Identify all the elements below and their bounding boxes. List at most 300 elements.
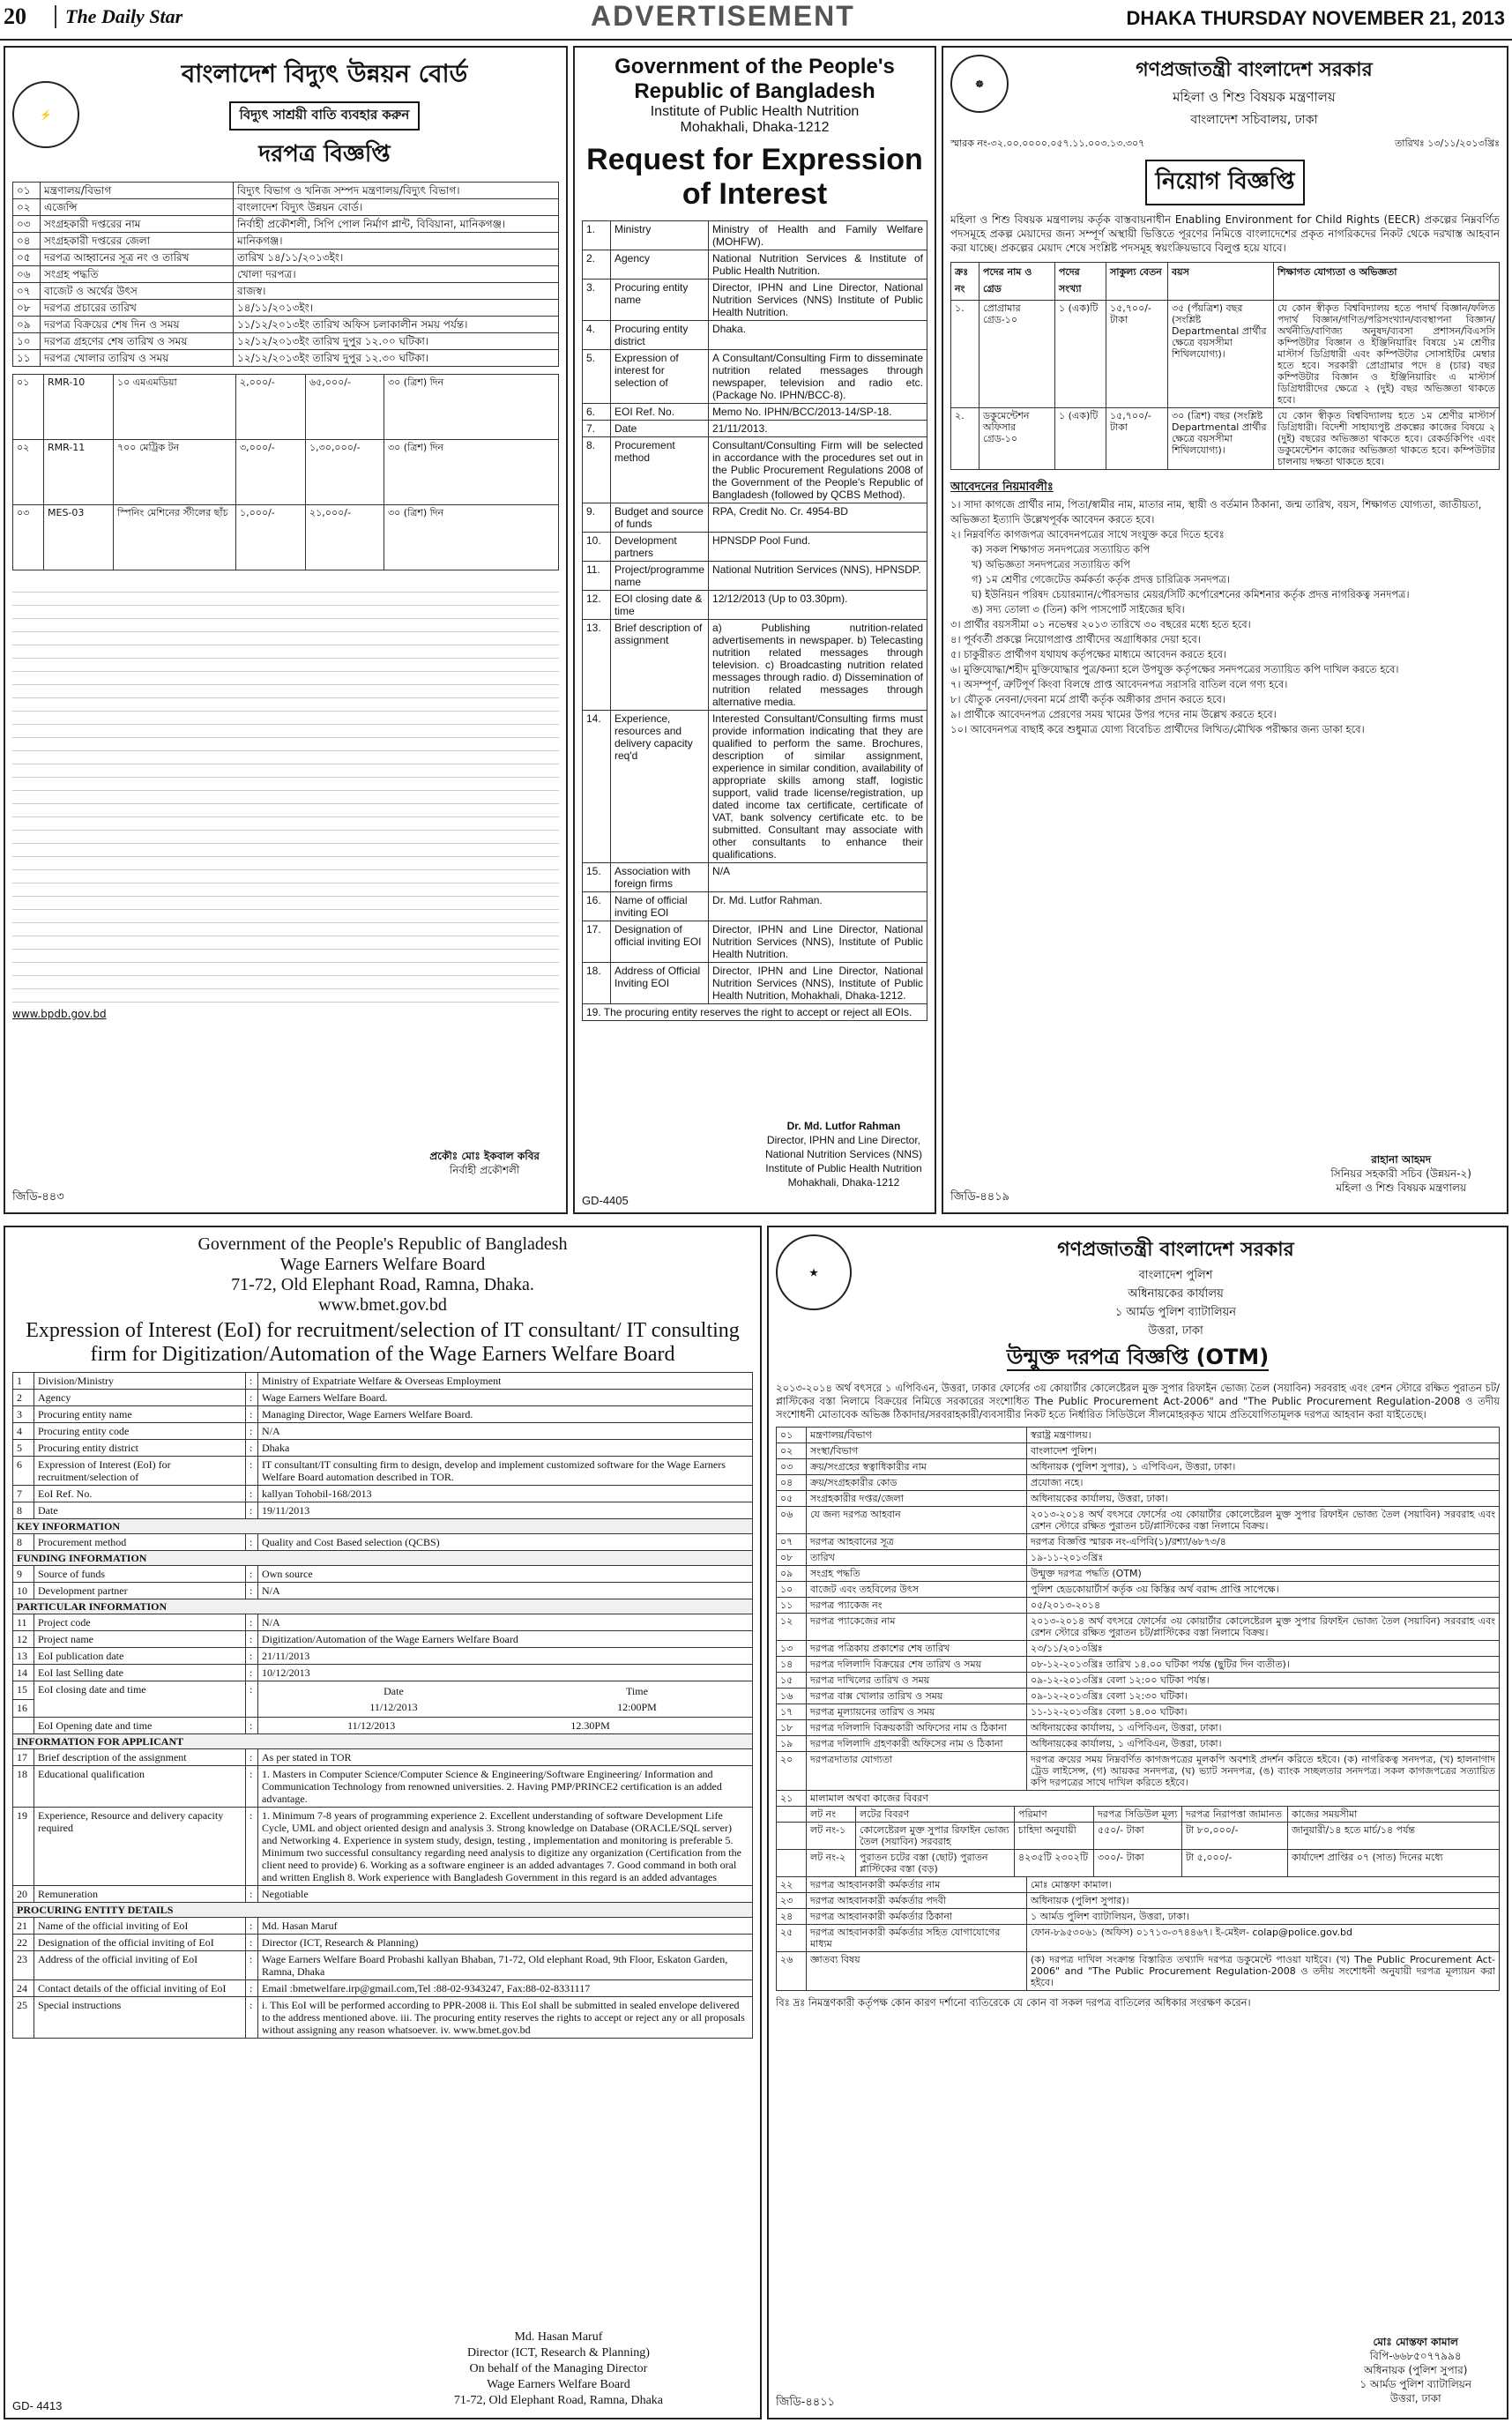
row-number: ০২ (777, 1443, 807, 1459)
row-value: Consultant/Consulting Firm will be selected in accordance with the procedures set out in the Public Procurement Regulations 2008 of the Government of the People's Republic of Bangladesh (followed by QCBS Method). (709, 437, 927, 503)
table-row: 19 Experience, Resource and delivery capacity required : 1. Minimum 7-8 years of programming experience 2. Excellent understanding of software Development Life Cycle, UML and object oriented design and analysis 3. Strong knowledge on Database (ORACLE/SQL server) and Networking 4. Experience in system study, design, testing , implementation and monitoring is preferable 5. Minimum two successful consultancy regarding need analysis to digitize any organization (Certification from the client need to provide) 6. Working as a software engineer is an added advantages 7. Good command in both oral and written English 8. Work experience with Bangladesh Government in this regard is an added advantages (13, 1808, 753, 1886)
table-row (13, 183, 559, 199)
row-number: 21 (13, 1918, 34, 1935)
table-row (777, 1689, 1500, 1704)
ad4-sign3: Wage Earners Welfare Board (487, 2378, 630, 2391)
row-value: Director, IPHN and Line Director, National Nutrition Services (NNS), Institute of Public Health Nutrition. (709, 921, 927, 963)
table-row (583, 280, 927, 321)
row-item: Agency (611, 250, 709, 280)
row-number: 16. (583, 892, 611, 921)
column-header: শিক্ষাগত যোগ্যতা ও অভিজ্ঞতা (1274, 263, 1500, 301)
column-header: সাকুল্য বেতন (1106, 263, 1168, 301)
row-value: Director, IPHN and Line Director, National Nutrition Services (NNS), Institute of Public Health Nutrition, Mohakhali, Dhaka-1212. (709, 963, 927, 1004)
ad3-date: তারিখঃ ১৩/১১/২০১৩খ্রিঃ (1395, 138, 1500, 149)
row-value: রাজস্ব। (234, 283, 559, 300)
rule-item: ৩। প্রার্থীর বয়সসীমা ০১ নভেম্বর ২০১৩ তারিখে ৩০ বছরের মধ্যে হতে হবে। (950, 618, 1251, 630)
closing-date: 11/12/2013 (369, 1701, 418, 1713)
date-header: Date (384, 1685, 404, 1697)
row-number: 8. (583, 437, 611, 503)
row-item: সংগ্রহ পদ্ধতি (41, 266, 234, 283)
ad4-headline: Expression of Interest (EoI) for recruitment/selection of IT consultant/ IT consulting firm for Digitization/Automation of the Wage Earners Welfare Board (26, 1319, 740, 1366)
table-row (583, 250, 927, 280)
lot-number: ০৩ (13, 505, 44, 570)
row-value: Negotiable (258, 1886, 753, 1903)
row-item: দরপত্র খোলার তারিখ ও সময় (41, 350, 234, 367)
lot-security: ৬৫,০০০/- (306, 375, 384, 440)
page-number: 20 (4, 4, 26, 29)
ad3-signer: রাহানা আহমদ (1371, 1153, 1432, 1166)
ad2-headline1: Request for Expression (586, 143, 923, 176)
row-value: প্রযোজ্য নহে। (1027, 1475, 1500, 1491)
table-row (13, 266, 559, 283)
row-item: Name of official inviting EOI (611, 892, 709, 921)
row-item: EoI closing date and time (34, 1681, 246, 1718)
row-item: দরপত্র প্যাকেজ নং (807, 1598, 1027, 1614)
row-value: HPNSDP Pool Fund. (709, 533, 927, 562)
row-item: মন্ত্রণালয়/বিভাগ (41, 183, 234, 199)
table-row: 12 Project name : Digitization/Automation of the Wage Earners Welfare Board (13, 1631, 753, 1648)
ad3-posts-table (950, 262, 1500, 470)
row-number: 14. (583, 711, 611, 863)
row-value: ১৪/১১/২০১৩ইং। (234, 300, 559, 317)
post-row (951, 408, 1500, 470)
row-item: Development partners (611, 533, 709, 562)
lot-time: ৩০ (ত্রিশ) দিন (384, 375, 559, 440)
ad1-website[interactable]: www.bpdb.gov.bd (12, 1008, 107, 1020)
ad4-signature-block (454, 2330, 663, 2409)
row-number: ০৮ (777, 1550, 807, 1566)
lot-code: RMR-10 (44, 375, 114, 440)
ad5-sign4: উত্তরা, ঢাকা (1389, 2392, 1441, 2404)
table-row (13, 350, 559, 367)
ad5-sign1: বিপি-৬৬৮৫০৭৭৯৯৪ (1369, 2350, 1462, 2362)
row-item: Expression of Interest (EoI) for recruitment/selection of (34, 1457, 246, 1486)
row-number: ০৩ (13, 216, 41, 233)
post-age: ৩০ (ত্রিশ) বছর (সংশ্লিষ্ট Departmental প্রার্থীর ক্ষেত্রে বয়সসীমা শিথিলযোগ্য)। (1168, 408, 1274, 470)
row-value: অধিনায়কের কার্যালয়, ১ এপিবিএন, উত্তরা, ঢাকা। (1027, 1720, 1500, 1736)
row-value: IT consultant/IT consulting firm to design, develop and implement customized software for the Wage Earners Welfare Board automation described in TOR. (258, 1457, 753, 1486)
row-item: দরপত্র আহবানকারী কর্মকর্তার পদবী (807, 1893, 1027, 1909)
lot-qty: ৪২৩৫টি ২৩০২টি (1015, 1850, 1094, 1877)
rule-item: ২। নিম্নবর্ণিত কাগজপত্র আবেদনপত্রের সাথে সংযুক্ত করে দিতে হবেঃ (950, 528, 1225, 541)
table-row: 1 Division/Ministry : Ministry of Expatriate Welfare & Overseas Employment (13, 1373, 753, 1390)
row-number: 20 (13, 1886, 34, 1903)
ad5-sign3: ১ আর্মড পুলিশ ব্যাটালিয়ন (1359, 2378, 1471, 2390)
section-header: PARTICULAR INFORMATION (13, 1599, 753, 1614)
ad3-notice-title: নিয়োগ বিজ্ঞপ্তি (1145, 160, 1306, 205)
paper-name: The Daily Star (55, 5, 182, 28)
row-number: ১৪ (777, 1657, 807, 1673)
table-row (777, 1459, 1500, 1475)
row-value: ০৫/২০১৩-২০১৪ (1027, 1598, 1500, 1614)
table-row (583, 350, 927, 404)
bpdb-logo-icon: ⚡ (12, 81, 79, 148)
row-number: ০৪ (13, 233, 41, 250)
row-number: 3 (13, 1406, 34, 1423)
row-value: N/A (258, 1614, 753, 1631)
ad2-sign2: National Nutrition Services (NNS) (764, 1148, 922, 1160)
row-item: দরপত্র আহবানকারী কর্মকর্তার নাম (807, 1877, 1027, 1893)
row-value: Ministry of Health and Family Welfare (MOHFW). (709, 221, 927, 250)
row-number: 15. (583, 863, 611, 892)
row-value: 21/11/2013 (258, 1648, 753, 1665)
opening-time: 12.30PM (570, 1719, 610, 1732)
table-row (777, 1566, 1500, 1582)
row-number: 11 (13, 1614, 34, 1631)
table-row (777, 1507, 1500, 1534)
ad2-headline2: of Interest (682, 177, 828, 211)
row-item: তারিখ (807, 1550, 1027, 1566)
row-number: ১০ (13, 333, 41, 350)
lot-row (13, 375, 559, 440)
row-value: বিদ্যুৎ বিভাগ ও খনিজ সম্পদ মন্ত্রণালয়/বিদ্যুৎ বিভাগ। (234, 183, 559, 199)
table-row (777, 1598, 1500, 1614)
table-row: 9 Source of funds : Own source (13, 1566, 753, 1583)
row-item: Date (34, 1502, 246, 1519)
ad3-rules-title: আবেদনের নিয়মাবলীঃ (950, 481, 1054, 494)
row-number: 10 (13, 1583, 34, 1599)
row-item: সংস্থা/বিভাগ (807, 1443, 1027, 1459)
row-number: ০৭ (777, 1534, 807, 1550)
ad2-title1: Government of the People's (614, 55, 895, 78)
table-row: 17 Brief description of the assignment : As per stated in TOR (13, 1749, 753, 1766)
rule-item: ৮। যৌতুক নেবনা/দেবনা মর্মে প্রার্থী কর্তৃক অঙ্গীকার প্রদান করতে হবে। (950, 693, 1226, 705)
row-number: 10. (583, 533, 611, 562)
row-number: ২৫ (777, 1925, 807, 1952)
row-item: দরপত্র বাক্স খোলার তারিখ ও সময় (807, 1689, 1027, 1704)
row-item: জ্ঞাতব্য বিষয় (807, 1952, 1027, 1991)
row-item: Agency (34, 1390, 246, 1406)
ad3-ministry: মহিলা ও শিশু বিষয়ক মন্ত্রণালয় (1173, 89, 1336, 105)
post-qualification: যে কোন স্বীকৃত বিশ্ববিদ্যালয় হতে পদার্থ বিজ্ঞান/ফলিত পদার্থ বিজ্ঞান/গণিত/পরিসংখ্যান/ব্যবস্থাপনা বিজ্ঞান/অর্থনীতি/বাণিজ্য অনুষদ/ব্যবসা প্রশাসন/বিএসসি কম্পিউটার বিজ্ঞান ও ইঞ্জিনিয়ারিং বিষয়ে ১ম শ্রেণীর মাস্টার্স ডিগ্রিধারী এবং কম্পিউটার সোসাইটির মেম্বার হতে হবে। সরকারী প্রোগ্রামার পদে ৪ (চার) বছর কম্পিউটার বিজ্ঞান ও ইঞ্জিনিয়ারিং এ মাস্টার্স ডিগ্রিধারীদের ক্ষেত্রে ২ (দুই) বছর অভিজ্ঞতা থাকতে হবে। (1274, 301, 1500, 408)
ad-bpdb-tender (4, 46, 568, 1214)
row-value: RPA, Credit No. Cr. 4954-BD (709, 503, 927, 533)
ad-police-otm (767, 1226, 1508, 2419)
lot-number: ০১ (13, 375, 44, 440)
lot-desc: ৭০০ মেট্রিক টন (114, 440, 236, 505)
ad5-info-table (776, 1427, 1500, 1791)
row-item: সংগ্রহকারীর দপ্তর/জেলা (807, 1491, 1027, 1507)
row-number: ২৩ (777, 1893, 807, 1909)
row-item: Educational qualification (34, 1766, 246, 1808)
lot-column-header: পরিমাণ (1015, 1807, 1094, 1823)
row-item: Expression of interest for selection of (611, 350, 709, 404)
row-value: অধিনায়কের কার্যালয়, ১ এপিবিএন, উত্তরা, ঢাকা। (1027, 1736, 1500, 1752)
ad5-footer: বিঃ দ্রঃ নিমন্ত্রণকারী কর্তৃপক্ষ কোন কারণ দর্শানো ব্যতিরেকে যে কোন বা সকল দরপত্র বাতিলের অধিকার সংরক্ষণ করেন। (776, 1996, 1251, 2009)
lot-price: ২,০০০/- (236, 375, 306, 440)
row-value: দরপত্র বিজ্ঞপ্তি স্মারক নং-এপিবি(১)/রশ্যা/৬৮৭৩/৪ (1027, 1534, 1500, 1550)
ad1-info-table (12, 182, 559, 367)
row-item: বাজেট ও অর্থের উৎস (41, 283, 234, 300)
row-number: 25 (13, 1997, 34, 2039)
lot-number: ০২ (13, 440, 44, 505)
table-row (13, 333, 559, 350)
lot-code: MES-03 (44, 505, 114, 570)
row-value: (ক) দরপত্র দাখিল সংক্রান্ত বিস্তারিত তথ্যাদি দরপত্র ডকুমেন্টে পাওয়া যাইবে। (খ) The Public Procurement Act-2006" and "The Public Procurement Regulation-2008 ও তদীয় সংশোধনী অনুযায়ী দরপত্র মূল্যায়ন করা হইবে। (1027, 1952, 1500, 1991)
rule-item: গ) ১ম শ্রেণীর গেজেটেড কর্মকর্তা কর্তৃক প্রদত্ত চারিত্রিক সনদপত্র। (972, 573, 1230, 585)
table-row (583, 963, 927, 1004)
ad2-signature-block (765, 1119, 922, 1189)
table-row (583, 711, 927, 863)
ad1-lot-table (12, 374, 559, 570)
row-number: 13 (13, 1648, 34, 1665)
section-label: ADVERTISEMENT (591, 0, 855, 32)
section-header: PROCURING ENTITY DETAILS (13, 1903, 753, 1918)
row-item: EOI Ref. No. (611, 404, 709, 421)
ad2-org: Institute of Public Health Nutrition (650, 104, 860, 119)
row-number: ১৮ (777, 1720, 807, 1736)
row-number: ০১ (13, 183, 41, 199)
table-row (583, 404, 927, 421)
row-value: Wage Earners Welfare Board Probashi kallyan Bhaban, 71-72, Old elephant Road, 9th Floor, Eskaton Garden, Ramna, Dhaka (258, 1951, 753, 1980)
lot-time: জানুয়ারী/১৪ হতে মার্চ/১৪ পর্যন্ত (1288, 1823, 1500, 1850)
ad5-notice-title: উন্মুক্ত দরপত্র বিজ্ঞপ্তি (OTM) (1006, 1345, 1270, 1369)
ad5-signer: মোঃ মোস্তফা কামাল (1373, 2336, 1458, 2348)
table-row (777, 1893, 1500, 1909)
lot-time: কার্যাদেশ প্রাপ্তির ০৭ (সাত) দিনের মধ্যে (1288, 1850, 1500, 1877)
row-item: Brief description of assignment (611, 620, 709, 711)
ad4-title1: Government of the People's Republic of Bangladesh (197, 1234, 568, 1254)
ad4-info-table: 1 Division/Ministry : Ministry of Expatriate Welfare & Overseas Employment 2 Agency : Wage Earners Welfare Board. 3 Procuring entity name : Managing Director, Wage Earners Welfare Board. 4 Procuring entity code : N/A 5 Procuring entity district : Dhaka 6 Expression of Interest (EoI) for recruitment/selection of : IT consultant/IT consulting firm to design, develop and implement customized software for the Wage Earners Welfare Board automation described in TOR. 7 EoI Ref. No. : kallyan Tohobil-168/2013 8 Date : 19/11/2013 KEY INFORMATION 8 Procurement method : Quality and Cost Based selection (QCBS) FUNDING INFORMATION 9 Source of funds : Own source 10 Development partner : N/A PARTICULAR INFORMATION 11 Project code : N/A 12 Project name : Digitization/Automation of the Wage Earners Welfare Board 13 EoI publication date : 21/11/2013 14 EoI last Selling date : 10/12/2013 15 EoI closing date and time : Date Time 11/12/2013 12:00PM 16 EoI Opening date and time : 11/12/2013 12.30PM INFORMATION FOR APPLICANT 17 Brief description of the assignment : As per stated in TOR 18 Educational qualification : 1. Masters in Computer Science/Computer Science & Engineering/Software Engineering/ Information and Communication Technology from renowned universities. 2. Having PMP/PRINCE2 certification is an added advantage. 19 Experience, Resource and delivery capacity required : 1. Minimum 7-8 years of programming experience 2. Excellent understanding of software Development Life Cycle, UML and object oriented design and analysis 3. Strong knowledge on Database (ORACLE/SQL server) and Networking 4. Experience in system study, design, testing , implementation and monitoring is preferable 5. Minimum two successful consultancy regarding need analysis to digitize any organization (Certification from the client need to provide) 6. Working as a software engineer is an added advantages 7. Good command in both oral and written English 8. Work experience with Bangladesh Government in this regard is an added advantages 20 Remuneration : Negotiable PROCURING ENTITY DETAILS 21 Name of the official inviting of EoI : Md. Hasan Maruf 22 Designation of the official inviting of EoI : Director (ICT, Research & Planning) 23 Address of the official inviting of EoI : Wage Earners Welfare Board Probashi kallyan Bhaban, 71-72, Old elephant Road, 9th Floor, Eskaton Garden, Ramna, Dhaka 24 Contact details of the official inviting of EoI : Email :bmetwelfare.irp@gmail.com,Tel :88-02-9343247, Fax:88-02-8331117 25 Special instructions : i. This EoI will be performed according to PPR-2008 ii. This EoI shall be submitted in sealed envelope delivered to the address mentioned above. iii. The procuring entity reserves the rights to accept or reject any or all proposals without assigning any reason whatsoever. iv. www.bmet.gov.bd (12, 1372, 753, 2039)
table-row: 2 Agency : Wage Earners Welfare Board. (13, 1390, 753, 1406)
row-value: N/A (258, 1583, 753, 1599)
post-age: ৩৫ (পঁয়ত্রিশ) বছর (সংশ্লিষ্ট Departmental প্রার্থীর ক্ষেত্রে বয়সসীমা শিথিলযোগ্য)। (1168, 301, 1274, 408)
row-number: 18 (13, 1766, 34, 1808)
lot-column-header: লট নং (807, 1807, 856, 1823)
row-value: ২৩/১১/২০১৩খ্রিঃ (1027, 1641, 1500, 1657)
table-row (13, 317, 559, 333)
rule-item: ঙ) সদ্য তোলা ৩ (তিন) কপি পাসপোর্ট সাইজের ছবি। (972, 603, 1185, 615)
row-number: ০১ (777, 1428, 807, 1443)
row-value: National Nutrition Services & Institute of Public Health Nutrition. (709, 250, 927, 280)
row-item: দরপত্র মূল্যায়নের তারিখ ও সময় (807, 1704, 1027, 1720)
ad2-signer: Dr. Md. Lutfor Rahman (786, 1120, 901, 1132)
row-item: Budget and source of funds (611, 503, 709, 533)
ad5-sign2: অধিনায়ক (পুলিশ সুপার) (1363, 2364, 1468, 2376)
column-header: পদের সংখ্যা (1055, 263, 1106, 301)
rule-item: ৯। প্রার্থীকে আবেদনপত্র প্রেরণের সময় খামের উপর পদের নাম উল্লেখ করতে হবে। (950, 708, 1277, 720)
row-value: Managing Director, Wage Earners Welfare Board. (258, 1406, 753, 1423)
row-value: Dr. Md. Lutfor Rahman. (709, 892, 927, 921)
row-number: 22 (13, 1935, 34, 1951)
row-value: পুলিশ হেডকোয়ার্টার্স কর্তৃক ৩য় কিস্তির অর্থ বরাদ্দ প্রাপ্তি সাপেক্ষে। (1027, 1582, 1500, 1598)
row-value: খোলা দরপত্র। (234, 266, 559, 283)
post-row (951, 301, 1500, 408)
table-row (583, 591, 927, 620)
ad1-slogan: বিদ্যুৎ সাশ্রয়ী বাতি ব্যবহার করুন (229, 101, 421, 130)
table-row (777, 1736, 1500, 1752)
ad3-signer-title: সিনিয়র সহকারী সচিব (উন্নয়ন-২) (1330, 1167, 1471, 1180)
row-item: দরপত্র দলিলাদি বিক্রয়কারী অফিসের নাম ও ঠিকানা (807, 1720, 1027, 1736)
row-value: ১১-১২-২০১৩খ্রিঃ বেলা ১৪.০০ ঘটিকা। (1027, 1704, 1500, 1720)
table-row (583, 221, 927, 250)
post-salary: ১৫,৭০০/- টাকা (1106, 408, 1168, 470)
row-value: N/A (258, 1423, 753, 1440)
table-row (777, 1673, 1500, 1689)
ad4-signer: Md. Hasan Maruf (514, 2330, 603, 2344)
table-row (583, 421, 927, 437)
row-number: 18. (583, 963, 611, 1004)
ad3-signer-org: মহিলা ও শিশু বিষয়ক মন্ত্রণালয় (1336, 1182, 1467, 1194)
row-value: Md. Hasan Maruf (258, 1918, 753, 1935)
row-number: 6 (13, 1457, 34, 1486)
table-row (777, 1752, 1500, 1791)
row-item: Contact details of the official inviting of EoI (34, 1980, 246, 1997)
ad4-sign2: On behalf of the Managing Director (469, 2362, 648, 2375)
lot-price: ৩০০/- টাকা (1094, 1850, 1182, 1877)
row-item: Designation of official inviting EOI (611, 921, 709, 963)
table-row (777, 1720, 1500, 1736)
table-row: 8 Date : 19/11/2013 (13, 1502, 753, 1519)
row-value: a) Publishing nutrition-related advertisements in newspaper. b) Telecasting nutrition related messages through television. c) Broadcasting nutrition related messages through radio. d) Dissemination of nutrition related messages through alternative media. (709, 620, 927, 711)
row-value: Director (ICT, Research & Planning) (258, 1935, 753, 1951)
row-number: ১৫ (777, 1673, 807, 1689)
row-item: দরপত্র দলিলাদি গ্রহণকারী অফিসের নাম ও ঠিকানা (807, 1736, 1027, 1752)
lot-no: লট নং-২ (807, 1850, 856, 1877)
ad3-rules-list (950, 497, 1500, 737)
lot-security: ১,৩০,০০০/- (306, 440, 384, 505)
section-header: KEY INFORMATION (13, 1519, 753, 1534)
table-row: 14 EoI last Selling date : 10/12/2013 (13, 1665, 753, 1681)
row-number: ২২ (777, 1877, 807, 1893)
ad1-notice-title: দরপত্র বিজ্ঞপ্তি (258, 141, 391, 168)
section-header: FUNDING INFORMATION (13, 1551, 753, 1566)
ad1-title: বাংলাদেশ বিদ্যুৎ উন্নয়ন বোর্ড (181, 59, 468, 88)
table-row: 8 Procurement method : Quality and Cost Based selection (QCBS) (13, 1534, 753, 1551)
post-qualification: যে কোন স্বীকৃত বিশ্ববিদ্যালয় হতে ১ম শ্রেণীর মাস্টার্স ডিগ্রিধারী। বিদেশী সাহায্যপুষ্ট প্রকল্পের কাজের বিষয়ে ২ (দুই) বছরের অভিজ্ঞতা থাকতে হবে। রেকর্ডকিপিং এবং ডকুমেন্টেশন কাজের অভিজ্ঞতা থাকতে হবে। কম্পিউটার চালনায় দক্ষতা থাকতে হবে। (1274, 408, 1500, 470)
ad4-sign1: Director (ICT, Research & Planning) (466, 2346, 650, 2360)
ad4-address: 71-72, Old Elephant Road, Ramna, Dhaka. (231, 1275, 534, 1294)
lot-row (13, 440, 559, 505)
row-item: সংগ্রহ পদ্ধতি (807, 1566, 1027, 1582)
row-item: দরপত্রদাতার যোগ্যতা (807, 1752, 1027, 1791)
rule-item: ১০। আবেদনপত্র বাছাই করে শুধুমাত্র যোগ্য বিবেচিত প্রার্থীদের লিখিত/মৌখিক পরীক্ষার জন্য ডাকা হবে। (950, 723, 1365, 735)
ad1-signer: প্রকৌঃ মোঃ ইকবাল কবির (429, 1150, 540, 1162)
rule-item: ক) সকল শিক্ষাগত সনদপত্রের সত্যায়িত কপি (972, 543, 1151, 555)
ad2-address: Mohakhali, Dhaka-1212 (680, 120, 830, 135)
row-value: Digitization/Automation of the Wage Earners Welfare Board (258, 1631, 753, 1648)
row-number: 9. (583, 503, 611, 533)
row-value: ১৯-১১-২০১৩খ্রিঃ (1027, 1550, 1500, 1566)
table-row (777, 1952, 1500, 1991)
row-value: ফোন-৮৯৫৩০৬১ (অফিস) ০১৭১৩-৩৭৪৪৬৭। ই-মেইল- colap@police.gov.bd (1027, 1925, 1500, 1952)
table-row (777, 1582, 1500, 1598)
row-item: Association with foreign firms (611, 863, 709, 892)
ad5-lot-table: ২১ মালামাল অথবা কাজের বিবরণ লট নং লটের বিবরণ পরিমাণ দরপত্র সিডিউল মূল্য দরপত্র নিরাপত্তা জামানত কাজের সময়সীমা লট নং-১ কোলেষ্টেরল মুক্ত সুপার রিফাইন ভোজ্য তৈল (সয়াবিন) সরবরাহ চাহিদা অনুযায়ী ৫৫০/- টাকা টা ৮০,০০০/- জানুয়ারী/১৪ হতে মার্চ/১৪ পর্যন্ত লট নং-২ পুরাতন চটের বস্তা (ছোট) পুরাতন প্লাস্টিকের বস্তা (বড়) ৪২৩৫টি ২৩০২টি ৩০০/- টাকা টা ৫,০০০/- কার্যাদেশ প্রাপ্তির ০৭ (সাত) দিনের মধ্যে (776, 1790, 1500, 1877)
row-item: Procuring entity district (611, 321, 709, 350)
lot-desc: স্পিনিং মেশিনের স্টীলের ছাঁচ (114, 505, 236, 570)
table-row (777, 1428, 1500, 1443)
ad3-signature-block (1330, 1152, 1471, 1195)
table-row (583, 863, 927, 892)
row-number: ০৭ (13, 283, 41, 300)
row-value: নির্বাহী প্রকৌশলী, সিপি পোল নির্মাণ প্লান্ট, বিবিয়ানা, মানিকগঞ্জ। (234, 216, 559, 233)
table-row (777, 1877, 1500, 1893)
row-number: ১৭ (777, 1704, 807, 1720)
row-item: দরপত্র আহবানের সূত্র (807, 1534, 1027, 1550)
row-item: দরপত্র গ্রহণের শেষ তারিখ ও সময় (41, 333, 234, 350)
lot-column-header: দরপত্র নিরাপত্তা জামানত (1182, 1807, 1288, 1823)
rule-item: ৫। চাকুরীরত প্রার্থীগণ যথাযথ কর্তৃপক্ষের মাধ্যমে আবেদন করতে হবে। (950, 648, 1226, 660)
row-number: ২০ (777, 1752, 807, 1791)
ad2-row-19: 19. The procuring entity reserves the right to accept or reject all EOIs. (583, 1004, 927, 1021)
lot-column-header: লটের বিবরণ (856, 1807, 1015, 1823)
table-row: 10 Development partner : N/A (13, 1583, 753, 1599)
post-salary: ১৫,৭০০/- টাকা (1106, 301, 1168, 408)
row-number: ১০ (777, 1582, 807, 1598)
table-row (777, 1657, 1500, 1673)
row-number: 12 (13, 1631, 34, 1648)
table-row (583, 503, 927, 533)
ad4-website[interactable]: www.bmet.gov.bd (318, 1295, 447, 1315)
row-number: ০৩ (777, 1459, 807, 1475)
table-row (777, 1641, 1500, 1657)
row-item: Date (611, 421, 709, 437)
row-item: ক্রয়/সংগ্রহকারীর কোড (807, 1475, 1027, 1491)
row-value: 12/12/2013 (Up to 03.30pm). (709, 591, 927, 620)
row-number: 5 (13, 1440, 34, 1457)
table-row: 24 Contact details of the official inviting of EoI : Email :bmetwelfare.irp@gmail.com,Tel :88-02-9343247, Fax:88-02-8331117 (13, 1980, 753, 1997)
ad5-intro: ২০১৩-২০১৪ অর্থ বৎসরে ১ এপিবিএন, উত্তরা, ঢাকার ফোর্সের ৩য় কোয়ার্টার কোলেষ্টেরল মুক্ত সুপার রিফাইন ভোজ্য তৈল (সয়াবিন) সরবরাহ এবং রেশন স্টোরে রক্ষিত পুরাতন চট/প্লাস্টিকের বস্তা নিলামে বিক্রয়ের নিমিত্তে সরকারের সংশোধিত The Public Procurement Act-2006" and "The Public Procurement Regulation-2008 ও তদীয় সংশোধনী মোতাবেক অভিজ্ঞ ঠিকাদার/সরবরাহকারী/ব্যবসায়ীর নিকট হতে নির্ধারিত সিডিউলে সীলমোহরকৃত খামে প্রতিযোগিতামূলক দরপত্র আহবান করা যাইতেছে। (776, 1382, 1500, 1420)
post-name: ডকুমেন্টেশন অফিসার গ্রেড-১০ (979, 408, 1055, 470)
row-item: Remuneration (34, 1886, 246, 1903)
row-value: N/A (709, 863, 927, 892)
row-item: Ministry (611, 221, 709, 250)
table-row (777, 1491, 1500, 1507)
row-item: EoI Ref. No. (34, 1486, 246, 1502)
table-row: 25 Special instructions : i. This EoI will be performed according to PPR-2008 ii. This EoI shall be submitted in sealed envelope delivered to the address mentioned above. iii. The procuring entity reserves the rights to accept or reject any or all proposals without assigning any reason whatsoever. iv. www.bmet.gov.bd (13, 1997, 753, 2039)
rule-item: ঘ) ইউনিয়ন পরিষদ চেয়ারম্যান/পৌরসভার মেয়র/সিটি কর্পোরেশনের কমিশনার কর্তৃক প্রদত্ত নাগরিকত্ব সনদপত্র। (972, 588, 1410, 600)
row-item: Project/programme name (611, 562, 709, 591)
lot-price: ৫৫০/- টাকা (1094, 1823, 1182, 1850)
row-value: Wage Earners Welfare Board. (258, 1390, 753, 1406)
row-number: ০৮ (13, 300, 41, 317)
table-row (13, 300, 559, 317)
ad5-tail-table (776, 1876, 1500, 1991)
rule-item: ১। সাদা কাগজে প্রার্থীর নাম, পিতা/স্বামীর নাম, মাতার নাম, স্থায়ী ও বর্তমান ঠিকানা, জন্ম তারিখ, বয়স, শিক্ষাগত যোগ্যতা, জাতীয়তা, অভিজ্ঞতা ইত্যাদি উল্লেখপূর্বক আবেদন করতে হবে। (950, 498, 1482, 526)
row-item: Source of funds (34, 1566, 246, 1583)
ad1-lot-section (12, 374, 559, 570)
lot-desc: কোলেষ্টেরল মুক্ত সুপার রিফাইন ভোজ্য তৈল (সয়াবিন) সরবরাহ (856, 1823, 1015, 1850)
ad5-sub4: উত্তরা, ঢাকা (1148, 1324, 1203, 1338)
row-value: 10/12/2013 (258, 1665, 753, 1681)
row-value: Dhaka. (709, 321, 927, 350)
table-row (13, 283, 559, 300)
ad1-signer-title: নির্বাহী প্রকৌশলী (449, 1164, 520, 1176)
column-header: বয়স (1168, 263, 1274, 301)
row-value: 1. Masters in Computer Science/Computer Science & Engineering/Software Engineering/ Information and Communication Technology from renowned universities. 2. Having PMP/PRINCE2 certification is an added advantage. (258, 1766, 753, 1808)
row-number: 2 (13, 1390, 34, 1406)
row-item: Name of the official inviting of EoI (34, 1918, 246, 1935)
table-row (583, 437, 927, 503)
row-item: Brief description of the assignment (34, 1749, 246, 1766)
lot-time: ৩০ (ত্রিশ) দিন (384, 440, 559, 505)
row-value: As per stated in TOR (258, 1749, 753, 1766)
row-number: 17 (13, 1749, 34, 1766)
row-number: 24 (13, 1980, 34, 1997)
row-number: 11. (583, 562, 611, 591)
rule-item: খ) অভিজ্ঞতা সনদপত্রের সত্যায়িত কপি (972, 558, 1130, 570)
ad2-sign3: Institute of Public Health Nutrition (765, 1162, 922, 1174)
row-item: Procuring entity code (34, 1423, 246, 1440)
row-number: 14 (13, 1665, 34, 1681)
table-row (777, 1443, 1500, 1459)
row-number: 4. (583, 321, 611, 350)
row-item: EoI last Selling date (34, 1665, 246, 1681)
row-number: ০৬ (777, 1507, 807, 1534)
masthead (0, 0, 1512, 41)
row-item: বাজেট এবং তহবিলের উৎস (807, 1582, 1027, 1598)
